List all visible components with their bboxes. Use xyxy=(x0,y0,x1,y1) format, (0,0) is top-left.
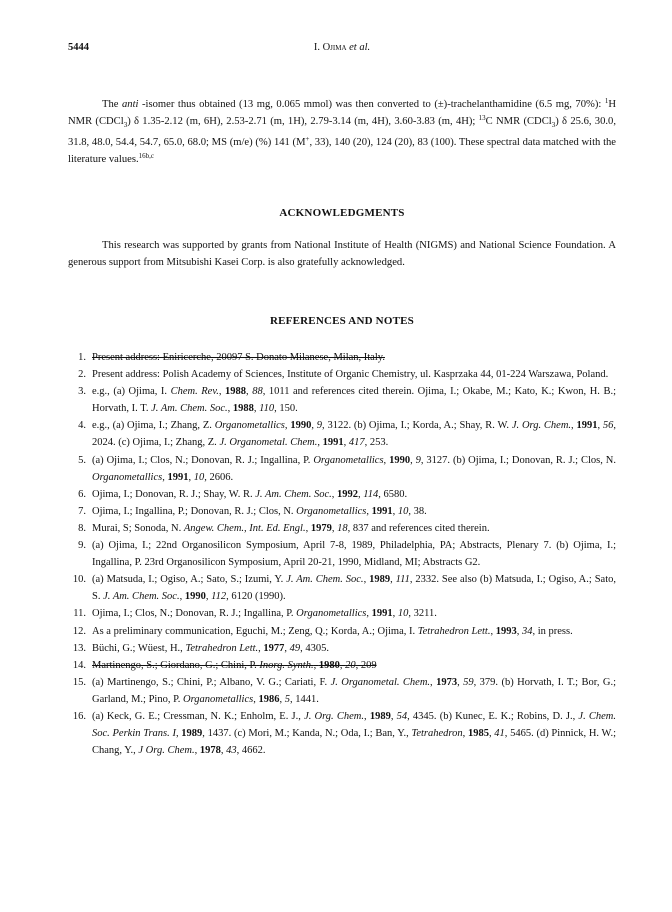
journal-name: 34 xyxy=(521,625,533,637)
journal-name: J. Am. Chem. Soc. xyxy=(151,403,228,415)
reference-text xyxy=(92,608,437,619)
reference-run: , xyxy=(597,420,603,432)
year: 1989 xyxy=(181,728,203,740)
journal-name: J. Chem. Soc. Perkin Trans. I xyxy=(92,710,616,740)
year: 1990 xyxy=(389,454,411,466)
reference-run: Ojima, I.; Donovan, R. J.; Shay, W. R. xyxy=(92,488,256,500)
reference-run: , 2332. See also (b) Matsuda, I.; Ogiso, A.; Sato, S. xyxy=(92,574,617,603)
reference-run: , 4305. xyxy=(300,642,330,654)
reference-run: , xyxy=(227,403,233,415)
reference-run: , 3122. (b) Ojima, I.; Korda, A.; Shay, R. W. xyxy=(322,420,512,432)
journal-name: 41 xyxy=(494,728,505,740)
journal-name: 59 xyxy=(463,676,474,688)
reference-run: , 1437. (c) Mori, M.; Kanda, N.; Oda, I.; Ban, Y., xyxy=(202,728,412,740)
reference-run: , xyxy=(390,574,396,586)
results-paragraph xyxy=(68,96,616,168)
reference-run: , xyxy=(194,745,200,757)
reference-text xyxy=(92,386,616,414)
journal-name: 20 xyxy=(345,659,356,671)
reference-run: , 3127. (b) Ojima, I.; Donovan, R. J.; Clos, N. xyxy=(420,454,616,466)
reference-run: , xyxy=(363,574,370,586)
reference-run: , xyxy=(175,728,182,740)
reference-item xyxy=(68,486,616,503)
reference-number: 10. xyxy=(72,574,86,586)
reference-item xyxy=(68,452,616,486)
journal-name: Organometallics xyxy=(296,505,367,517)
year: 1993 xyxy=(495,625,517,637)
reference-run: , xyxy=(258,642,264,654)
year: 1988 xyxy=(225,386,247,398)
reference-number: 13. xyxy=(72,642,86,654)
reference-number: 15. xyxy=(72,676,86,688)
reference-run: , xyxy=(162,471,168,483)
journal-name: Chem. Rev. xyxy=(170,386,219,398)
reference-item xyxy=(68,520,616,537)
journal-name: J. Am. Chem. Soc. xyxy=(103,591,180,603)
reference-run: , 1441. xyxy=(289,693,319,705)
reference-item xyxy=(68,571,616,605)
journal-name: 49 xyxy=(289,642,301,654)
reference-text xyxy=(92,420,616,448)
year: 1991 xyxy=(576,420,598,432)
reference-run: , xyxy=(358,488,364,500)
page-header xyxy=(68,42,616,58)
reference-run: , xyxy=(218,386,226,398)
reference-number: 7. xyxy=(78,505,86,517)
journal-name: Angew. Chem., Int. Ed. Engl. xyxy=(183,522,306,534)
reference-run: (a) Ojima, I.; Clos, N.; Donovan, R. J.; Ingallina, P. xyxy=(92,454,314,466)
text-run: 3 xyxy=(123,121,128,130)
reference-item xyxy=(68,383,616,417)
reference-number: 2. xyxy=(78,369,86,381)
reference-item xyxy=(68,623,616,640)
year: 1986 xyxy=(258,693,280,705)
reference-text xyxy=(92,643,329,654)
journal-name: 10 xyxy=(397,505,409,517)
year: 1988 xyxy=(232,403,254,415)
reference-run: , xyxy=(279,693,285,705)
reference-run: , 837 and references cited therein. xyxy=(347,522,490,534)
reference-run: , 2606. xyxy=(204,471,234,483)
reference-run: , xyxy=(364,710,370,722)
reference-number: 9. xyxy=(78,540,86,552)
year: 1979 xyxy=(310,522,332,534)
journal-name: 43 xyxy=(226,745,237,757)
text-run: anti xyxy=(122,99,139,110)
reference-run: , 38. xyxy=(408,505,427,517)
reference-run: , 253. xyxy=(364,437,389,449)
reference-run: , xyxy=(392,608,398,620)
reference-run: (a) Matsuda, I.; Ogiso, A.; Sato, S.; Izumi, Y. xyxy=(92,574,287,586)
journal-name: Tetrahedron xyxy=(411,728,463,740)
reference-item xyxy=(68,708,616,759)
journal-name: Organometallics xyxy=(214,420,285,432)
text-run: 3 xyxy=(551,121,556,130)
year: 1989 xyxy=(369,574,391,586)
reference-run: , xyxy=(284,420,291,432)
journal-name: 417 xyxy=(348,437,365,449)
reference-run: , xyxy=(410,454,416,466)
journal-name: J. Am. Chem. Soc. xyxy=(286,574,364,586)
reference-text xyxy=(92,626,573,637)
reference-run: , xyxy=(490,625,496,637)
reference-run: , xyxy=(220,745,227,757)
reference-run: , xyxy=(284,642,290,654)
reference-run: , xyxy=(253,403,260,415)
reference-text xyxy=(92,455,616,483)
reference-run: , xyxy=(516,625,522,637)
journal-name: Tetrahedron Lett. xyxy=(417,625,491,637)
reference-number: 8. xyxy=(78,522,86,534)
reference-item xyxy=(68,674,616,708)
journal-name: Tetrahedron Lett. xyxy=(185,642,259,654)
year: 1980 xyxy=(318,659,340,671)
text-run: 1 xyxy=(604,97,609,105)
journal-name: Organometallics xyxy=(313,454,384,466)
reference-run: , 5465. (d) Pinnick, H. W.; Chang, Y., xyxy=(92,728,617,757)
reference-item xyxy=(68,417,616,451)
reference-run: , xyxy=(366,608,372,620)
year: 1991 xyxy=(371,608,393,620)
reference-run: e.g., (a) Ojima, I.; Zhang, Z. xyxy=(92,420,215,432)
running-head-etal: et al. xyxy=(349,42,371,53)
reference-run: Martinengo, S.; Giordano, G.; Chini, P. xyxy=(92,659,260,671)
journal-name: 111 xyxy=(395,574,410,586)
reference-number: 4. xyxy=(78,420,86,432)
running-head xyxy=(68,42,616,53)
journal-name: 110 xyxy=(259,403,275,415)
reference-run: , xyxy=(253,693,259,705)
reference-run: (a) Keck, G. E.; Cressman, N. K.; Enholm, E. J., xyxy=(92,710,305,722)
journal-name: 10 xyxy=(193,471,205,483)
journal-name: 112 xyxy=(211,591,227,603)
acknowledgments-heading: ACKNOWLEDGMENTS xyxy=(279,207,405,219)
reference-run: , xyxy=(488,728,495,740)
year: 1973 xyxy=(436,676,458,688)
text-run: , 33), 140 (20), 124 (20), 83 (100). These spectral data matched with the literature values. xyxy=(68,137,617,166)
journal-name: 88 xyxy=(252,386,263,398)
reference-run: , xyxy=(313,659,319,671)
journal-name: 9 xyxy=(415,454,421,466)
reference-number: 12. xyxy=(72,625,86,637)
year: 1985 xyxy=(467,728,489,740)
reference-run: , 6120 (1990). xyxy=(226,591,286,603)
reference-item xyxy=(68,349,616,366)
reference-run: , xyxy=(457,676,464,688)
reference-item xyxy=(68,657,616,674)
text-run: ) δ 25.6, 30.0, 31.8, 48.0, 54.4, 54.7, 65.0, 68.0; MS (m/e) (%) 141 (M xyxy=(68,116,616,149)
reference-run: , xyxy=(311,420,317,432)
references-list xyxy=(68,349,616,759)
reference-run: , xyxy=(331,488,337,500)
year: 1990 xyxy=(184,591,206,603)
reference-number: 3. xyxy=(78,386,86,398)
reference-run: As a preliminary communication, Eguchi, M.; Zeng, Q.; Korda, A.; Ojima, I. xyxy=(92,625,418,637)
reference-run: , xyxy=(390,710,397,722)
reference-run: e.g., (a) Ojima, I. xyxy=(92,386,171,398)
reference-run: , xyxy=(366,505,372,517)
text-run: ) δ 1.35-2.12 (m, 6H), 2.53-2.71 (m, 1H), 2.79-3.14 (m, 4H), 3.60-3.83 (m, 4H); xyxy=(127,116,479,127)
reference-run: , xyxy=(430,676,437,688)
reference-text xyxy=(92,574,616,602)
reference-run: (a) Martinengo, S.; Chini, P.; Albano, V. G.; Cariati, F. xyxy=(92,676,331,688)
reference-item xyxy=(68,605,616,622)
journal-name: Organometallics xyxy=(183,693,254,705)
reference-text xyxy=(92,711,616,756)
reference-run: , xyxy=(392,505,398,517)
reference-run: , 4345. (b) Kunec, E. K.; Robins, D. J., xyxy=(407,710,579,722)
year: 1991 xyxy=(167,471,189,483)
reference-number: 16. xyxy=(72,710,86,722)
journal-name: 56 xyxy=(602,420,614,432)
reference-run: , xyxy=(305,522,311,534)
reference-text xyxy=(92,369,608,380)
reference-text xyxy=(92,677,616,705)
journal-name: Organometallics xyxy=(296,608,367,620)
reference-text xyxy=(92,523,490,534)
text-run: + xyxy=(305,135,310,144)
reference-run: Present address: Polish Academy of Sciences, Institute of Organic Chemistry, ul. Kasprzaka 44, 01-224 Warszawa, Poland. xyxy=(92,369,609,381)
reference-number: 11. xyxy=(73,608,86,620)
reference-text xyxy=(92,660,377,671)
running-head-author: I. Ojima xyxy=(313,42,347,53)
reference-run: Ojima, I.; Ingallina, P.; Donovan, R. J.; Clos, N. xyxy=(92,505,297,517)
reference-text xyxy=(92,540,616,568)
reference-number: 6. xyxy=(78,488,86,500)
text-run: C NMR (CDCl xyxy=(485,116,552,127)
reference-item xyxy=(68,366,616,383)
reference-run: , xyxy=(246,386,253,398)
year: 1992 xyxy=(337,488,358,500)
reference-run: , 2024. (c) Ojima, I.; Zhang, Z. xyxy=(92,420,617,449)
journal-name: 5 xyxy=(284,693,290,705)
year: 1989 xyxy=(369,710,391,722)
year: 1991 xyxy=(322,437,344,449)
reference-run: , 379. (b) Horvath, I. T.; Bor, G.; Garland, M.; Pino, P. xyxy=(92,676,617,705)
reference-run: , xyxy=(571,420,577,432)
year: 1978 xyxy=(199,745,221,757)
references-heading: REFERENCES AND NOTES xyxy=(270,315,414,327)
text-run: H NMR (CDCl xyxy=(68,99,616,127)
reference-run: , xyxy=(462,728,468,740)
journal-name: J. Org. Chem. xyxy=(511,420,572,432)
reference-run: , 3211. xyxy=(408,608,437,620)
journal-name: J. Org. Chem. xyxy=(304,710,364,722)
reference-text xyxy=(92,489,407,500)
year: 1977 xyxy=(263,642,285,654)
reference-number: 14. xyxy=(72,659,86,671)
journal-name: 10 xyxy=(397,608,409,620)
reference-run: , in press. xyxy=(532,625,573,637)
journal-name: J. Am. Chem. Soc. xyxy=(255,488,332,500)
reference-text xyxy=(92,352,385,363)
journal-name: Organometallics xyxy=(92,471,163,483)
reference-run: , xyxy=(188,471,194,483)
reference-run: Murai, S; Sonoda, N. xyxy=(92,522,184,534)
reference-number: 5. xyxy=(78,454,86,466)
reference-run: (a) Ojima, I.; 22nd Organosilicon Symposium, April 7-8, 1989, Philadelphia, PA; Abstracts, Plenary 7. (b) Ojima, I.; Ingallina, P. 23rd Organosilicon Symposium, April 20-21, 1990, Midland, MI; Abstracts G2. xyxy=(92,540,616,569)
reference-item xyxy=(68,640,616,657)
reference-run: , xyxy=(339,659,346,671)
reference-run: , 6580. xyxy=(378,488,408,500)
reference-run: , 209 xyxy=(355,659,377,671)
reference-run: Ojima, I.; Clos, N.; Donovan, R. J.; Ingallina, P. xyxy=(92,608,297,620)
text-run: The xyxy=(102,99,122,110)
journal-name: J Org. Chem. xyxy=(138,745,195,757)
journal-name: J. Organometal. Chem. xyxy=(330,676,431,688)
reference-run: , xyxy=(179,591,185,603)
text-run: -isomer thus obtained (13 mg, 0.065 mmol) was then converted to (±)-trachelanthamidine (6.5 mg, 70%): xyxy=(138,99,605,110)
journal-name: 9 xyxy=(316,420,323,432)
reference-run: , 150. xyxy=(274,403,298,415)
reference-item xyxy=(68,503,616,520)
reference-number: 1. xyxy=(78,352,86,363)
page-number: 5444 xyxy=(68,42,89,53)
journal-name: Inorg. Synth. xyxy=(259,659,314,671)
reference-run: , xyxy=(205,591,212,603)
reference-run: , xyxy=(383,454,390,466)
year: 1990 xyxy=(290,420,312,432)
year: 1991 xyxy=(371,505,393,517)
reference-run: Present address: Eniricerche, 20097 S. Donato Milanese, Milan, Italy. xyxy=(92,352,385,363)
text-run: 16b,c xyxy=(138,152,154,161)
reference-run: , 4662. xyxy=(236,745,266,757)
reference-run: , xyxy=(331,522,338,534)
reference-run: , 1011 and references cited therein. Ojima, I.; Okabe, M.; Kato, K.; Kwon, H. B.; Horvath, I. T. xyxy=(92,386,617,415)
acknowledgments-paragraph: This research was supported by grants from National Institute of Health (NIGMS) and National Science Foundation. A generous support from Mitsubishi Kasei Corp. is also gratefully acknowledged. xyxy=(68,240,616,268)
text-run: 13 xyxy=(478,114,486,122)
journal-name: 114 xyxy=(363,488,379,500)
reference-text xyxy=(92,506,427,517)
reference-run: Büchi, G.; Wüest, H., xyxy=(92,642,186,654)
journal-name: 18 xyxy=(337,522,348,534)
reference-run: , xyxy=(317,437,323,449)
reference-item xyxy=(68,537,616,571)
journal-name: J. Organometal. Chem. xyxy=(219,437,318,449)
reference-run: , xyxy=(343,437,349,449)
journal-name: 54 xyxy=(396,710,408,722)
